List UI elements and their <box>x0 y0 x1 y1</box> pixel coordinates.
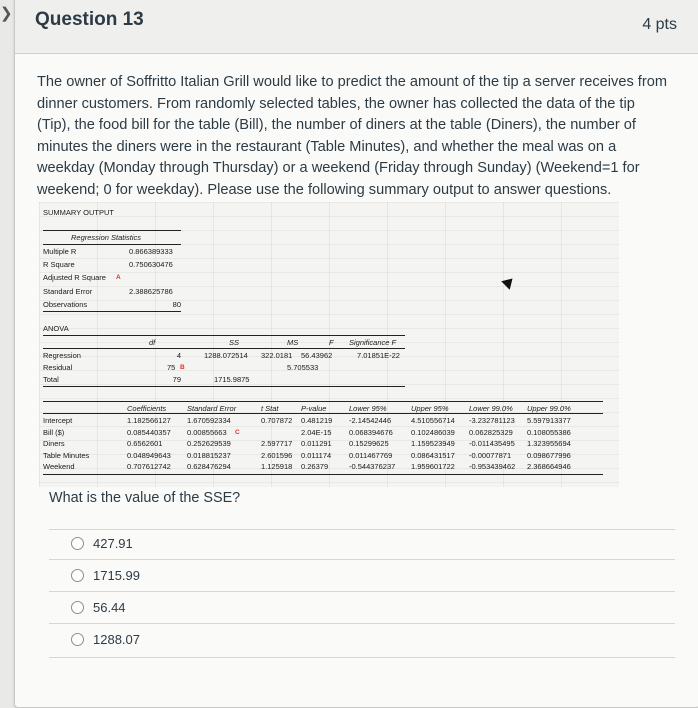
coef-cell: -0.00077871 <box>469 450 512 460</box>
coef-cell: 1.182566127 <box>127 416 171 425</box>
question-title: Question 13 <box>35 9 144 30</box>
question-card <box>14 0 698 708</box>
coef-header-cell: Coefficients <box>127 404 167 413</box>
coef-cell: 0.086431517 <box>411 450 455 460</box>
coef-cell: 0.048949643 <box>127 450 171 460</box>
coef-cell: 0.628476294 <box>187 462 231 471</box>
answer-option-label: 56.44 <box>93 599 126 615</box>
coef-cell: 0.00855663 <box>187 427 227 437</box>
coef-header-cell: P-value <box>301 404 327 413</box>
reg-df: 4 <box>176 351 181 360</box>
tot-df: 79 <box>172 375 181 384</box>
coef-cell: -3.232781123 <box>469 416 515 425</box>
anova-header-f: F <box>329 338 334 347</box>
coef-cell: 0.108055386 <box>527 427 571 437</box>
regstats-header: Regression Statistics <box>71 233 142 242</box>
coef-cell: 2.601596 <box>261 450 293 460</box>
summary-title: SUMMARY OUTPUT <box>43 208 114 217</box>
reg-sig: 7.01851E-22 <box>357 351 400 360</box>
coef-cell: -0.544376237 <box>349 462 396 471</box>
coef-header-cell: Lower 95% <box>349 404 387 413</box>
reg-ms: 322.0181 <box>261 351 293 360</box>
observations-label: Observations <box>43 300 88 309</box>
coef-header-cell: Lower 99.0% <box>469 404 513 413</box>
answer-option-3[interactable] <box>71 598 126 616</box>
answer-option-2[interactable] <box>71 566 140 584</box>
radio-button[interactable] <box>71 569 84 582</box>
option-divider <box>49 591 675 592</box>
coef-cell: 0.018815237 <box>187 450 231 460</box>
coef-row-label: Weekend <box>43 462 75 471</box>
coef-cell: 1.159523949 <box>411 439 455 448</box>
coef-cell: 2.368664946 <box>527 462 571 471</box>
coef-cell: 1.959601722 <box>411 462 455 471</box>
answer-option-label: 427.91 <box>93 535 133 551</box>
anova-title: ANOVA <box>43 324 69 333</box>
coef-cell: 0.6562601 <box>127 439 163 448</box>
radio-button[interactable] <box>71 633 84 646</box>
res-ms: 5.705533 <box>287 363 319 372</box>
option-divider <box>49 623 675 624</box>
option-divider <box>49 529 675 530</box>
coef-cell: 0.26379 <box>301 462 329 471</box>
coef-row-label: Bill ($) <box>43 427 65 437</box>
coef-header-cell: Standard Error <box>187 404 237 413</box>
coef-cell: 0.011467769 <box>349 450 393 460</box>
coef-cell: 0.102486039 <box>411 427 455 437</box>
r-square-label: R Square <box>43 260 75 269</box>
r-square-value: 0.750630476 <box>129 260 173 269</box>
coef-cell: 1.323955694 <box>527 439 571 448</box>
coef-cell: 4.510556714 <box>411 416 455 425</box>
std-error-label: Standard Error <box>43 287 93 296</box>
coef-cell: 0.707612742 <box>127 462 171 471</box>
coef-cell: 0.062825329 <box>469 427 513 437</box>
option-divider <box>49 559 675 560</box>
residual-label: Residual <box>43 363 73 372</box>
anova-header-ms: MS <box>287 338 299 347</box>
coef-cell: 0.011174 <box>301 450 332 460</box>
tot-ss: 1715.9875 <box>214 375 250 384</box>
anova-header-df: df <box>149 338 156 347</box>
coef-cell: 0.15299625 <box>349 439 389 448</box>
option-divider <box>49 657 675 658</box>
res-df: 75 <box>167 363 176 372</box>
coef-header-cell: t Stat <box>261 404 279 413</box>
coef-header-cell: Upper 95% <box>411 404 449 413</box>
adj-r-square-label: Adjusted R Square <box>43 273 106 282</box>
coef-row-label: Table Minutes <box>43 450 90 460</box>
coef-cell: -0.011435495 <box>469 439 515 448</box>
multiple-r-label: Multiple R <box>43 247 77 256</box>
std-error-value: 2.388625786 <box>129 287 173 296</box>
coef-cell: -2.14542446 <box>349 416 392 425</box>
radio-button[interactable] <box>71 601 84 614</box>
coef-cell: 2.597717 <box>261 439 293 448</box>
reg-ss: 1288.072514 <box>204 351 248 360</box>
answer-option-4[interactable] <box>71 630 140 648</box>
collapse-chevron-icon[interactable]: ❯ <box>0 5 13 22</box>
coef-row-label: Diners <box>43 439 65 448</box>
question-text: The owner of Soffritto Italian Grill would like to predict the amount of the tip a server receives from dinner customers. From randomly selected tables, the owner has collected the data of the tip (Tip), the food bill for the table (Bill), the number of diners at the table (Diners), the number of minutes the diners were in the restaurant (Table Minutes), and whether the meal was on a weekday (Monday through Thursday) or a weekend (Friday through Sunday) (Weekend=1 for weekend; 0 for weekday). Please use the following summary output to answer questions. <box>37 74 667 198</box>
coef-cell: 0.068394676 <box>349 427 393 437</box>
regression-label: Regression <box>43 351 81 360</box>
coef-cell: 0.085440357 <box>127 427 171 437</box>
coef-cell: 1.125918 <box>261 462 293 471</box>
radio-button[interactable] <box>71 537 84 550</box>
anova-header-ss: SS <box>229 338 240 347</box>
coef-cell: 0.011291 <box>301 439 332 448</box>
answer-option-label: 1715.99 <box>93 567 140 583</box>
reg-f: 56.43962 <box>301 351 333 360</box>
observations-value: 80 <box>172 300 181 309</box>
anova-header-sig: Significance F <box>349 338 397 347</box>
answer-option-label: 1288.07 <box>93 631 140 647</box>
coef-cell: 0.481219 <box>301 416 333 425</box>
adj-marker: A <box>116 274 121 281</box>
multiple-r-value: 0.866389333 <box>129 247 173 256</box>
coef-cell: -0.953439462 <box>469 462 516 471</box>
coef-cell: 5.597913377 <box>527 416 571 425</box>
question-header <box>15 0 698 54</box>
coef-marker: C <box>235 428 240 436</box>
total-label: Total <box>43 375 59 384</box>
regression-summary-output <box>39 202 619 487</box>
res-marker: B <box>180 364 185 371</box>
question-points: 4 pts <box>642 16 677 33</box>
coef-cell: 0.707872 <box>261 416 293 425</box>
coef-cell: 2.04E-15 <box>301 427 332 437</box>
question-prompt: What is the value of the SSE? <box>49 490 241 506</box>
coef-cell: 1.670592334 <box>187 416 231 425</box>
coef-cell: 0.098677996 <box>527 450 571 460</box>
coef-header-cell: Upper 99.0% <box>527 404 571 413</box>
answer-option-1[interactable] <box>71 534 133 552</box>
coef-row-label: Intercept <box>43 416 73 425</box>
coef-cell: 0.252629539 <box>187 439 231 448</box>
